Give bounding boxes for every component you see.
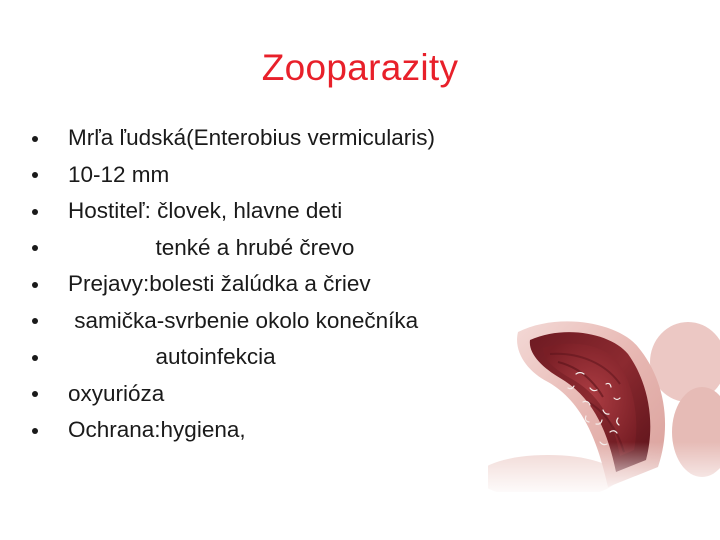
bullet-item xyxy=(30,193,435,230)
bullet-icon xyxy=(30,206,40,216)
slide-title: Zooparazity xyxy=(261,47,459,88)
bullet-icon xyxy=(30,316,40,326)
bullet-item xyxy=(30,376,435,413)
bullet-item xyxy=(30,412,435,449)
bullet-item xyxy=(30,303,435,340)
intestine-illustration xyxy=(488,292,720,492)
bullet-icon xyxy=(30,133,40,143)
bullet-text: tenké a hrubé črevo xyxy=(68,234,355,260)
bullet-text: Ochrana:hygiena, xyxy=(68,417,246,443)
bullet-icon xyxy=(30,425,40,435)
bullet-text: samička-svrbenie okolo konečníka xyxy=(68,307,419,333)
bullet-text: Mrľa ľudská(Enterobius vermicularis) xyxy=(68,125,435,151)
bullet-text: 10-12 mm xyxy=(68,161,170,187)
bullet-icon xyxy=(30,389,40,399)
bullet-icon xyxy=(30,170,40,180)
bullet-icon xyxy=(30,352,40,362)
bullet-item xyxy=(30,339,435,376)
bullet-item xyxy=(30,157,435,194)
bullet-text: Prejavy:bolesti žalúdka a čriev xyxy=(68,271,371,297)
bullet-item xyxy=(30,230,435,267)
bullet-item xyxy=(30,120,435,157)
bullet-icon xyxy=(30,243,40,253)
bullet-text: autoinfekcia xyxy=(68,344,276,370)
bullet-list xyxy=(30,120,435,449)
bullet-icon xyxy=(30,279,40,289)
bullet-text: oxyurióza xyxy=(68,380,165,406)
bullet-item xyxy=(30,266,435,303)
bullet-text: Hostiteľ: človek, hlavne deti xyxy=(68,198,343,224)
